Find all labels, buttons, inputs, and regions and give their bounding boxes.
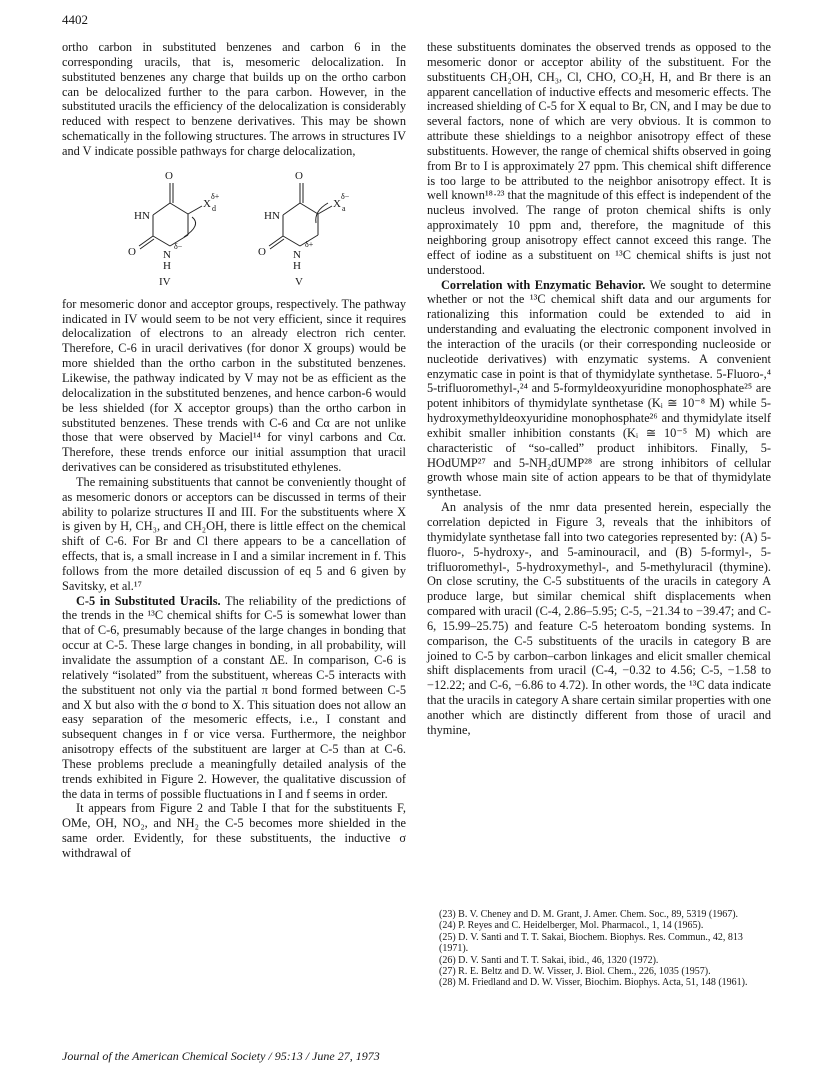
footnote: (28) M. Friedland and D. W. Visser, Biochim. Biophys. Acta, 51, 148 (1961). [439,977,748,989]
paragraph-text: We sought to determine whether or not the ¹³C chemical shift data and our arguments for rationalizing this information could be extended to aid in understanding and evaluating the electronic component involved in the interaction of the uracils (or their corresponding nucleoside or nucleotide derivatives) with enzymatic systems. A convenient enzymatic case in point is that of thymidylate synthetase. 5-Fluoro-,⁴ 5-trifluoromethyl-,²⁴ and 5-formyldeoxyuridine monophosphate²⁵ are potent inhibitors of thymidylate synthetase (Kᵢ ≅ 10⁻⁸ M) while 5-hydroxymethyldeoxyuridine monophosphate²⁶ and thymidylate itself exhibit smaller inhibition constants (Kᵢ ≅ 10⁻⁵ M) which are characteristic of “so-called” product inhibitors. Finally, 5-HOdUMP²⁷ and 5-NH₂dUMP²⁸ are strong inhibitors of cellular growth whose main site of action appears to be that of thymidylate synthetase. [427,277,771,500]
nitrogen-label: N [293,248,301,261]
oxygen-label: O [128,245,136,258]
page-number: 4402 [62,12,88,27]
section-heading: Correlation with Enzymatic Behavior. [441,277,646,292]
section-heading: C-5 in Substituted Uracils. [76,593,221,608]
paragraph: An analysis of the nmr data presented herein, especially the correlation depicted in Figure 3, reveals that the inhibitors of thymidylate synthetase fall into two categories represented by: (A) 5-fluoro-, 5-hydroxy-, and 5-aminouracil, and (B) 5-formyl-, 5-trifluoromethyl-, 5-hydroxymethyl-, and 5-methyluracil (thymine). On close scrutiny, the C-5 substituents of the uracils in category A produce large, but similar chemical shift displacements when compared with uracil (C-4, 2.86–5.95; C-5, −21.34 to −39.47; and C-6, 15.99–25.75) and feature C-5 heteroatom bonding systems. In comparison, the C-5 substituents of the uracils in category B are joined to C-5 by carbon–carbon linkages and elicit smaller chemical shift displacements from uracil (C-4, −0.32 to 4.56; C-5, −1.58 to −12.22; and C-6, −6.86 to 4.72). In other words, the ¹³C data indicate that the uracils in category A share certain similar properties with one another which are distinctly different from those of uracil and thymine, [427,500,771,737]
paragraph: for mesomeric donor and acceptor groups, respectively. The pathway indicated in IV would seem to be not very efficient, since it requires delocalization of electrons to an already electron rich center. Therefore, C-6 in uracil derivatives (for donor X groups) would be more shielded than the ortho carbon in the substituted benzenes. Likewise, the pathway indicated by V may not be as efficient as the delocalization in the substituted benzenes, and hence carbon-6 would be less shielded (for X acceptor groups) than the ortho carbon in substituted benzenes. These trends with C-6 and Cα are not unlike those that were observed by Maciel¹⁴ for vinyl carbons and Cα. Therefore, these trends enforce our initial assumption that uracil derivatives can be considered as trisubstituted ethylenes. [62,296,406,475]
charge-label: δ− [341,191,350,201]
oxygen-label: O [165,169,173,182]
charge-label: δ+ [211,191,220,201]
hydrogen-label: H [293,259,301,272]
substituent-x-label: X [333,197,341,210]
journal-footer: Journal of the American Chemical Society / 95:13 / June 27, 1973 [62,1049,380,1063]
substituent-x-label: X [203,197,211,210]
nitrogen-label: N [163,248,171,261]
paragraph [62,594,406,802]
right-column [427,40,771,738]
oxygen-label: O [258,245,266,258]
structure-label-v: V [295,275,303,288]
footnote: (23) B. V. Cheney and D. M. Grant, J. Amer. Chem. Soc., 89, 5319 (1967). [439,909,739,920]
footnotes [427,909,771,989]
charge-label: δ− [174,241,183,251]
footnote: (26) D. V. Santi and T. T. Sakai, ibid., 46, 1320 (1972). [439,954,659,966]
structure-label-iv: IV [159,275,171,288]
oxygen-label: O [295,169,303,182]
footnote: (24) P. Reyes and C. Heidelberger, Mol. Pharmacol., 1, 14 (1965). [439,920,704,932]
hydrogen-label: H [163,259,171,272]
paragraph-text: The reliability of the predictions of the trends in the ¹³C chemical shifts for C-5 is somewhat lower than that of C-6, presumably because of the large changes in bonding that occur at C-5. These large changes in bonding, in all probability, will invalidate the assumption of a constant ΔE. In comparison, C-6 is relatively “isolated” from the substituent, whereas C-5 interacts with the substituent not only via the partial π bond formed between C-5 and X but also with the σ bond to X. This situation does not allow an easy separation of the mesomeric effects, i.e., I constant and subsequent changes in f or vice versa. Furthermore, the neighbor anisotropy effects of the substituent are larger at C-5 than at C-6. These problems preclude a meaningfully detailed analysis of the trends exhibited in Figure 2. However, the qualitative discussion of the data in terms of possible fluctuations in I and f seems in order. [62,593,406,801]
subscript-label: a [342,203,346,213]
structure-figure [62,159,406,297]
uracil-structures-diagram [62,159,406,297]
paragraph [427,278,771,501]
subscript-label: d [212,203,216,213]
paragraph: these substituents dominates the observed trends as opposed to the mesomeric donor or acceptor ability of the substituent. For the substituents CH₂OH, CH₃, Cl, CHO, CO₂H, H, and Br there is an apparent cancellation of inductive effects and mesomeric effects. The increased shielding of C-5 for X equal to Br, CN, and I may be due to several factors, none of which are very obvious. It is common to attribute these shieldings to a neighbor anisotropy effect of these substituents. However, the range of chemical shifts observed in going from Br to I is approximately 27 ppm. This chemical shift difference is too large to be attributed to the neighbor anisotropy effect. It is well known¹⁸·²³ that the magnitude of this effect is independent of the nucleus involved. The range of proton chemical shifts is only approximately 10 ppm and, therefore, the magnitude of this neighboring group anisotropy effect cannot exceed this range. The effect of iodine as a substituent on ¹³C chemical shifts is just not understood. [427,40,772,277]
footnote: (27) R. E. Beltz and D. W. Visser, J. Biol. Chem., 226, 1035 (1957). [439,966,711,978]
nh-label: HN [264,209,280,222]
paragraph: It appears from Figure 2 and Table I that for the substituents F, OMe, OH, NO₂, and NH₂ the C-5 becomes more shielded in the same order. Evidently, for these substituents, the inductive σ withdrawal of [62,801,406,860]
nh-label: HN [134,209,150,222]
paragraph: The remaining substituents that cannot be conveniently thought of as mesomeric donors or acceptors can be discussed in terms of their ability to polarize structures II and III. For the substituents where X is given by H, CH₃, and CH₂OH, there is little effect on the chemical shift of C-6. For Br and Cl there appears to be a cancellation of effects, that is, a small increase in I and a similar increment in f. This follows from the more detailed discussion of eq 5 and 6 given by Savitsky, et al.¹⁷ [62,474,406,593]
left-column [62,40,406,861]
paragraph: ortho carbon in substituted benzenes and carbon 6 in the corresponding uracils, that is, mesomeric delocalization. In substituted benzenes any charge that builds up on the ortho carbon can be delocalized further to the para carbon. However, in the substituted uracils the efficiency of the delocalization is considerably reduced with respect to benzene derivatives. This may be shown schematically in the following structures. The arrows in structures IV and V indicate possible pathways for charge delocalization, [62,40,406,158]
charge-label: δ+ [305,239,314,249]
footnote: (25) D. V. Santi and T. T. Sakai, Biochem. Biophys. Res. Commun., 42, 813 (1971). [439,931,743,955]
